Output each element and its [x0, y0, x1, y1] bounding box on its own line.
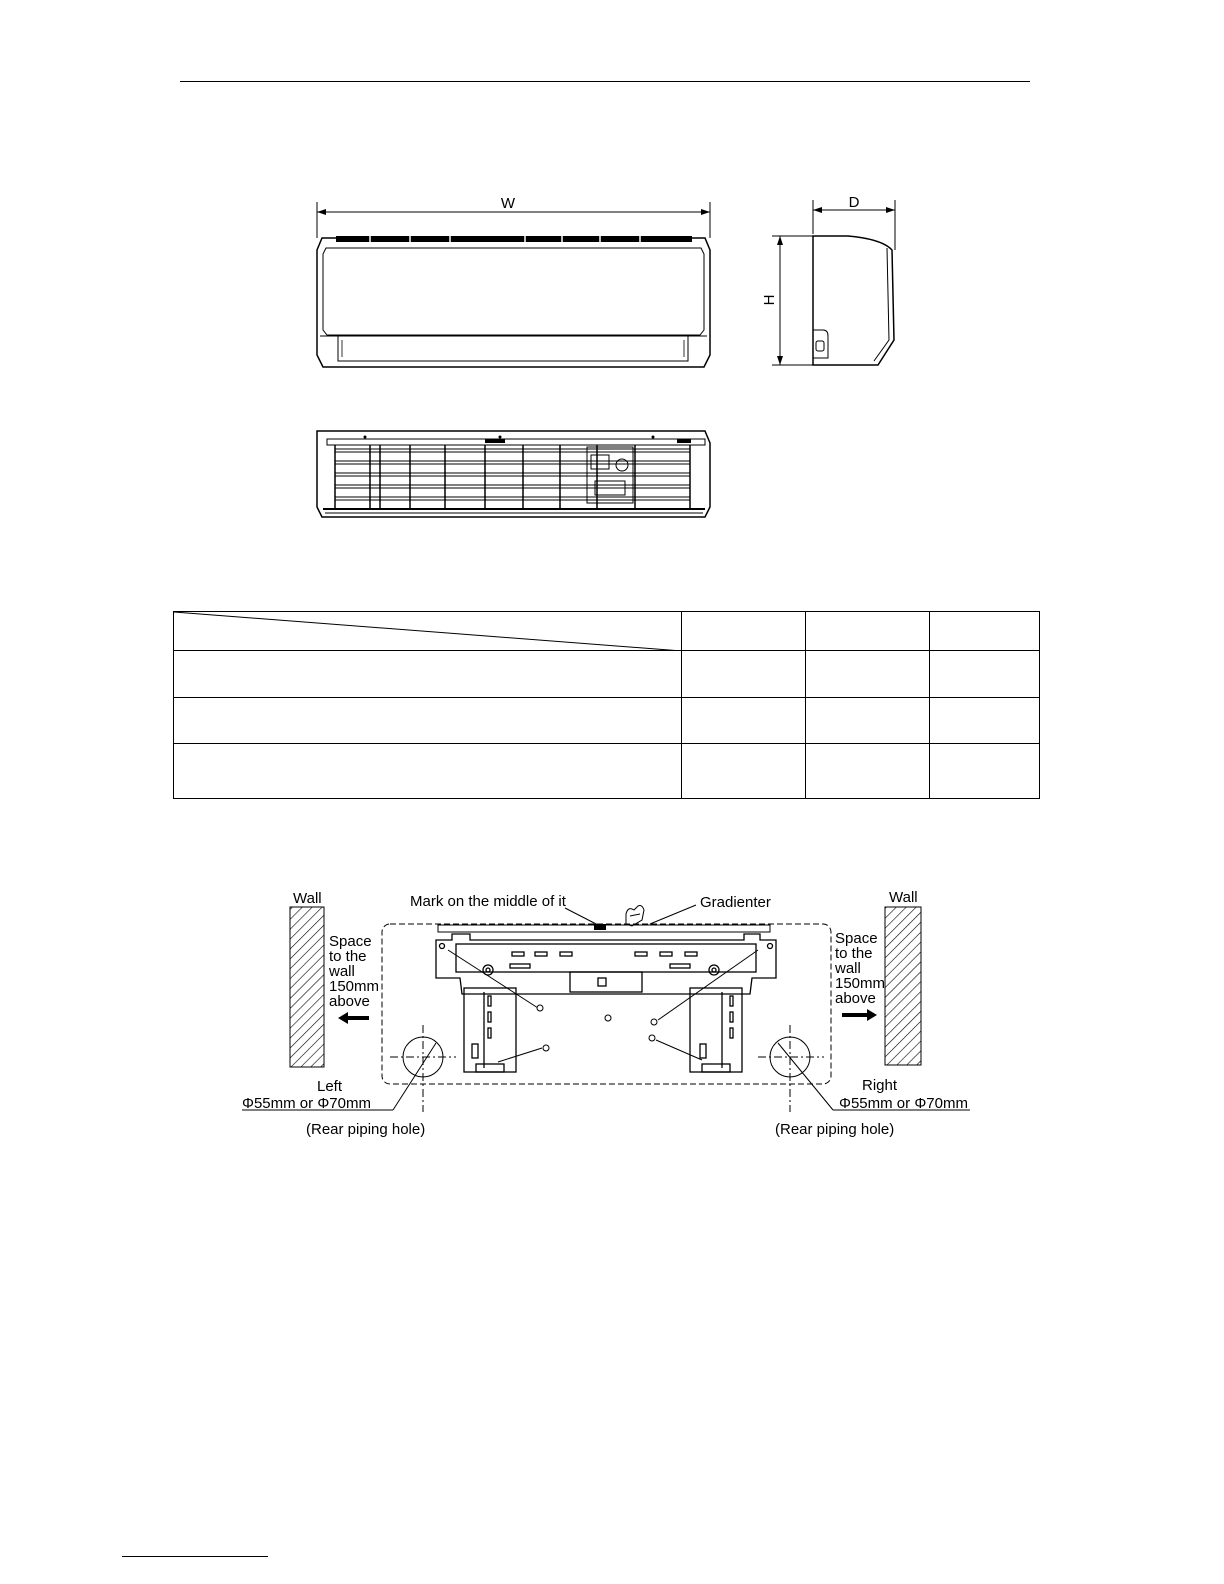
- height-dimension-label: H: [761, 294, 778, 306]
- wall-left-hatch: [290, 907, 324, 1067]
- arrow-right-icon: [842, 1009, 877, 1021]
- table-cell: [930, 744, 1040, 799]
- table-cell: [682, 612, 806, 651]
- space-left-line-3: wall: [329, 963, 355, 980]
- installation-diagram: [230, 880, 990, 1155]
- table-header-row: [174, 612, 1040, 651]
- left-hole-label: Left: [317, 1078, 343, 1095]
- unit-outline-dashed: [382, 924, 831, 1084]
- mounting-plate: [436, 934, 776, 1072]
- table-cell: [682, 651, 806, 698]
- footer-rule: [122, 1556, 268, 1557]
- width-dimension-label: W: [500, 195, 516, 212]
- space-right-line-2: to the: [835, 945, 873, 962]
- table-cell: [174, 612, 682, 651]
- table-cell: [806, 744, 930, 799]
- depth-dimension-label: D: [848, 194, 860, 211]
- wall-left-label: Wall: [293, 890, 322, 907]
- table-row: [174, 651, 1040, 698]
- table-cell: [174, 651, 682, 698]
- table-cell: [682, 698, 806, 744]
- table-cell: [682, 744, 806, 799]
- space-right-line-1: Space: [835, 930, 878, 947]
- wall-right-hatch: [885, 907, 921, 1065]
- space-left-line-5: above: [329, 993, 370, 1010]
- table-cell: [174, 698, 682, 744]
- table-cell: [806, 612, 930, 651]
- right-hole-label: Right: [862, 1077, 898, 1094]
- wall-right-label: Wall: [889, 889, 918, 906]
- unit-side-view: [760, 190, 910, 380]
- left-hole-size: Φ55mm or Φ70mm: [242, 1095, 371, 1112]
- hand-icon: [626, 906, 644, 927]
- diagonal-header-line: [174, 612, 682, 651]
- arrow-left-icon: [338, 1012, 369, 1024]
- dimension-table: [173, 611, 1040, 799]
- mark-label: Mark on the middle of it: [410, 893, 566, 910]
- rear-piping-hole-left-label: (Rear piping hole): [306, 1121, 426, 1138]
- space-right-line-4: 150mm: [835, 975, 886, 992]
- unit-front-view: [300, 190, 730, 380]
- space-right-line-3: wall: [835, 960, 861, 977]
- table-row: [174, 698, 1040, 744]
- table-cell: [174, 744, 682, 799]
- table-cell: [930, 651, 1040, 698]
- unit-rear-view: [305, 425, 720, 525]
- space-left-line-1: Space: [329, 933, 372, 950]
- table-cell: [806, 651, 930, 698]
- space-left-line-2: to the: [329, 948, 367, 965]
- gradienter-label: Gradienter: [700, 894, 771, 911]
- table-cell: [930, 612, 1040, 651]
- table-cell: [930, 698, 1040, 744]
- space-right-line-5: above: [835, 990, 876, 1007]
- table-row: [174, 744, 1040, 799]
- space-left-line-4: 150mm: [329, 978, 380, 995]
- rear-piping-hole-right-label: (Rear piping hole): [775, 1121, 895, 1138]
- right-hole-size: Φ55mm or Φ70mm: [839, 1095, 968, 1112]
- header-rule: [180, 81, 1030, 82]
- table-cell: [806, 698, 930, 744]
